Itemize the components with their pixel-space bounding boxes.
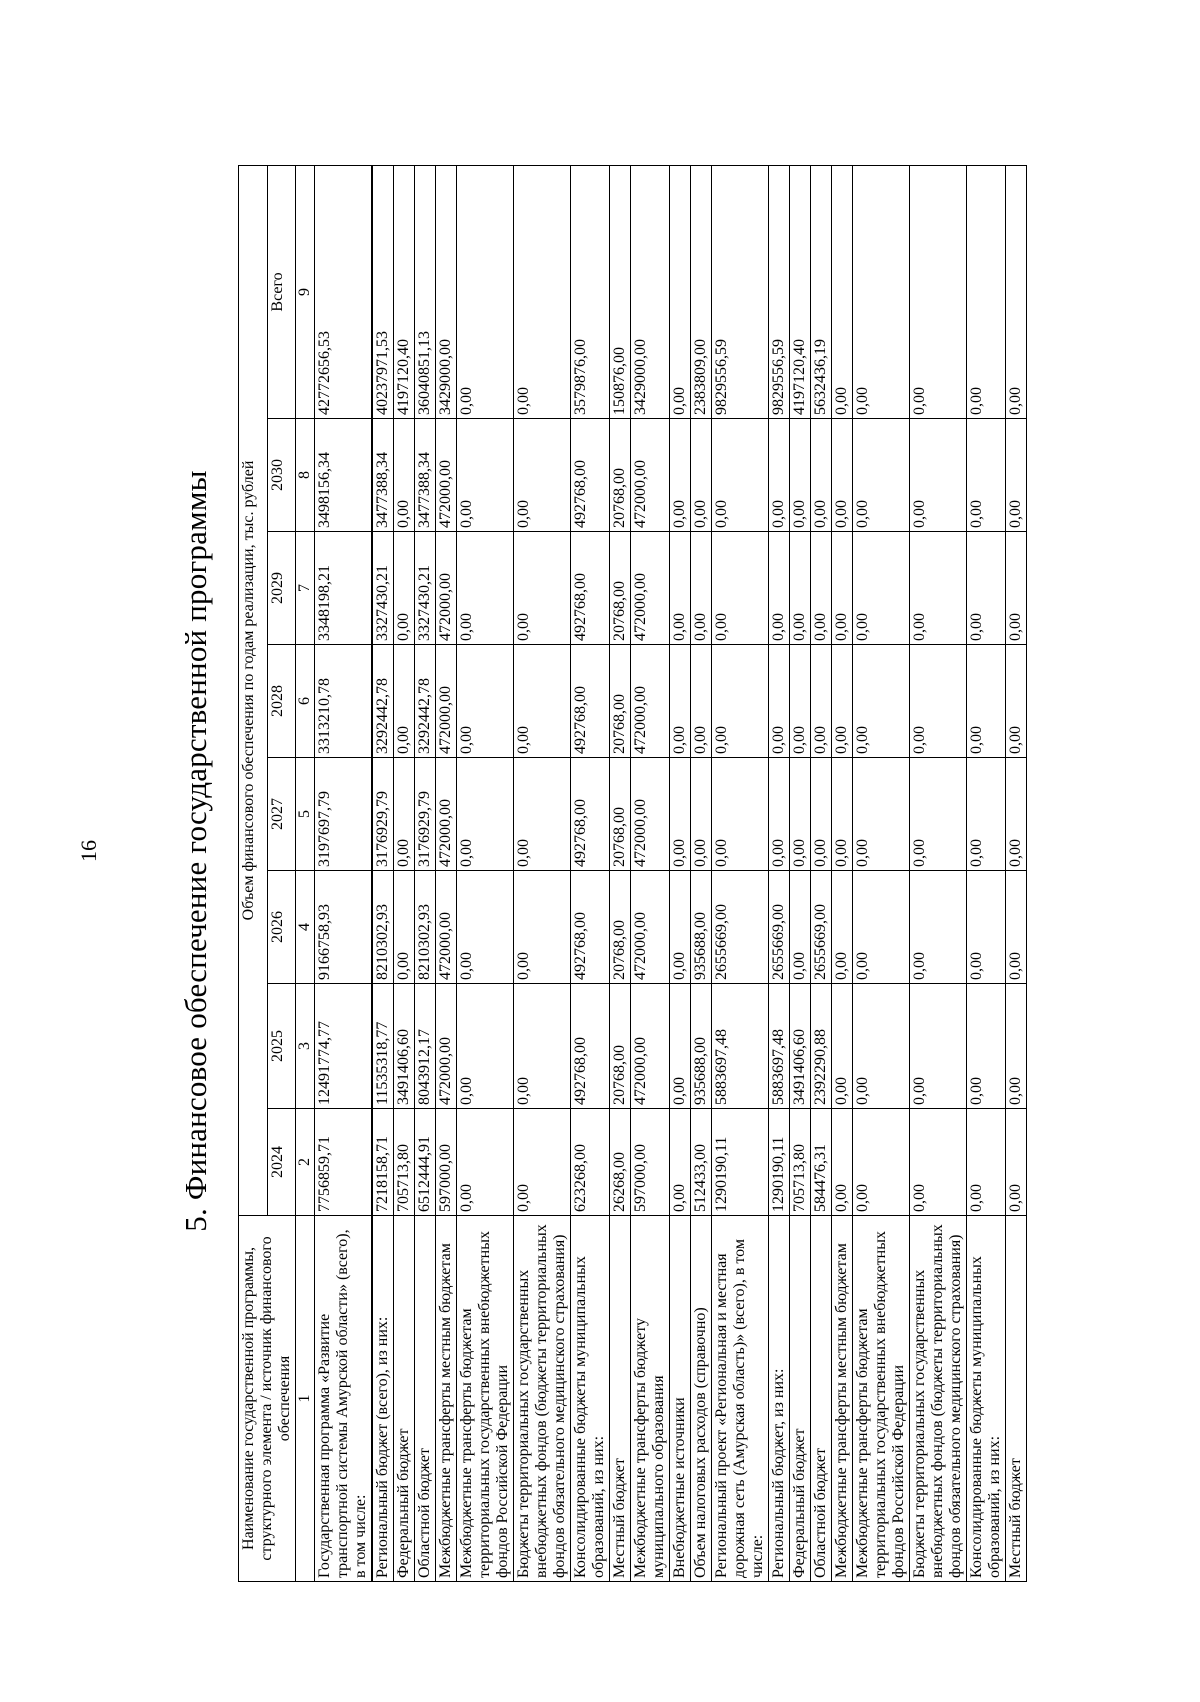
row-value: 12491774,77 (315, 984, 373, 1109)
row-value: 0,00 (1006, 758, 1027, 871)
table-row (967, 165, 1006, 1581)
table-row (610, 165, 631, 1581)
row-value: 0,00 (691, 419, 712, 532)
column-index: 7 (296, 532, 315, 645)
row-name: Бюджеты территориальных государственных внебюджетных фондов (бюджеты территориальных фондов обязательного медицинского страхования) (514, 1216, 571, 1582)
row-value: 0,00 (769, 645, 790, 758)
row-name: Региональный бюджет (всего), из них: (372, 1216, 394, 1582)
row-value: 40237971,53 (372, 165, 394, 418)
row-value: 0,00 (910, 758, 967, 871)
row-value: 1290190,11 (712, 1109, 769, 1216)
table-row (853, 165, 910, 1581)
row-value: 0,00 (457, 984, 514, 1109)
row-value: 0,00 (514, 758, 571, 871)
row-value: 0,00 (967, 419, 1006, 532)
row-value: 705713,80 (394, 1109, 415, 1216)
row-value: 5883697,48 (712, 984, 769, 1109)
row-value: 0,00 (832, 419, 853, 532)
table-row (910, 165, 967, 1581)
row-value: 5883697,48 (769, 984, 790, 1109)
row-value: 0,00 (832, 984, 853, 1109)
header-year: 2026 (267, 871, 296, 984)
row-value: 472000,00 (436, 419, 457, 532)
row-value: 0,00 (790, 645, 811, 758)
row-value: 935688,00 (691, 984, 712, 1109)
row-value: 0,00 (853, 165, 910, 418)
row-value: 472000,00 (631, 419, 670, 532)
row-value: 4197120,40 (394, 165, 415, 418)
table-row (631, 165, 670, 1581)
row-value: 3313210,78 (315, 645, 373, 758)
table-row (790, 165, 811, 1581)
table-row (415, 165, 436, 1581)
row-value: 20768,00 (610, 419, 631, 532)
column-index: 8 (296, 419, 315, 532)
row-value: 26268,00 (610, 1109, 631, 1216)
row-value: 512433,00 (691, 1109, 712, 1216)
row-value: 3327430,21 (415, 532, 436, 645)
row-value: 472000,00 (436, 532, 457, 645)
table-row (691, 165, 712, 1581)
row-value: 9829556,59 (769, 165, 790, 418)
row-value: 0,00 (1006, 645, 1027, 758)
row-value: 0,00 (394, 532, 415, 645)
row-value: 0,00 (811, 532, 832, 645)
row-value: 0,00 (394, 645, 415, 758)
column-index: 6 (296, 645, 315, 758)
row-value: 0,00 (670, 532, 691, 645)
row-name: Межбюджетные трансферты бюджетам территориальных государственных внебюджетных фондов Российской Федерации (853, 1216, 910, 1582)
row-value: 0,00 (832, 1109, 853, 1216)
row-name: Межбюджетные трансферты местным бюджетам (832, 1216, 853, 1582)
row-value: 0,00 (712, 532, 769, 645)
row-value: 0,00 (967, 532, 1006, 645)
row-value: 0,00 (832, 532, 853, 645)
row-name: Межбюджетные трансферты бюджетам территориальных государственных внебюджетных фондов Российской Федерации (457, 1216, 514, 1582)
row-value: 150876,00 (610, 165, 631, 418)
row-value: 9829556,59 (712, 165, 769, 418)
table-row (394, 165, 415, 1581)
row-name: Объем налоговых расходов (справочно) (691, 1216, 712, 1582)
row-value: 492768,00 (571, 871, 610, 984)
row-value: 0,00 (853, 1109, 910, 1216)
row-value: 0,00 (832, 758, 853, 871)
row-value: 0,00 (910, 165, 967, 418)
row-value: 3176929,79 (372, 758, 394, 871)
table-row (670, 165, 691, 1581)
header-year: 2024 (267, 1109, 296, 1216)
row-value: 0,00 (910, 871, 967, 984)
row-value: 3491406,60 (394, 984, 415, 1109)
row-value: 0,00 (457, 645, 514, 758)
row-name: Межбюджетные трансферты местным бюджетам (436, 1216, 457, 1582)
row-value: 9166758,93 (315, 871, 373, 984)
row-value: 597000,00 (631, 1109, 670, 1216)
row-value: 0,00 (811, 419, 832, 532)
row-value: 0,00 (457, 419, 514, 532)
table-row (436, 165, 457, 1581)
row-name: Федеральный бюджет (394, 1216, 415, 1582)
row-value: 3498156,34 (315, 419, 373, 532)
row-value: 8210302,93 (415, 871, 436, 984)
row-value: 492768,00 (571, 758, 610, 871)
table-row (712, 165, 769, 1581)
row-value: 492768,00 (571, 532, 610, 645)
row-value: 492768,00 (571, 645, 610, 758)
row-value: 42772656,53 (315, 165, 373, 418)
row-value: 0,00 (1006, 532, 1027, 645)
row-name: Консолидированные бюджеты муниципальных образований, из них: (967, 1216, 1006, 1582)
table-row (571, 165, 610, 1581)
column-index: 3 (296, 984, 315, 1109)
row-value: 3579876,00 (571, 165, 610, 418)
table-row (315, 165, 373, 1581)
row-value: 8210302,93 (372, 871, 394, 984)
row-value: 0,00 (853, 532, 910, 645)
column-index: 5 (296, 758, 315, 871)
row-value: 0,00 (514, 1109, 571, 1216)
header-year: 2030 (267, 419, 296, 532)
row-value: 472000,00 (631, 758, 670, 871)
row-value: 2383809,00 (691, 165, 712, 418)
row-value: 0,00 (712, 645, 769, 758)
row-value: 6512444,91 (415, 1109, 436, 1216)
row-value: 0,00 (670, 419, 691, 532)
row-value: 0,00 (670, 645, 691, 758)
page-number: 16 (76, 840, 101, 862)
row-value: 0,00 (967, 165, 1006, 418)
table-row (811, 165, 832, 1581)
row-value: 0,00 (769, 419, 790, 532)
row-value: 0,00 (811, 758, 832, 871)
row-value: 0,00 (514, 165, 571, 418)
row-value: 472000,00 (631, 984, 670, 1109)
header-year: 2028 (267, 645, 296, 758)
row-value: 2655669,00 (769, 871, 790, 984)
row-value: 3348198,21 (315, 532, 373, 645)
row-value: 0,00 (394, 419, 415, 532)
row-value: 0,00 (670, 165, 691, 418)
row-value: 0,00 (853, 419, 910, 532)
row-value: 0,00 (853, 758, 910, 871)
row-value: 2655669,00 (712, 871, 769, 984)
row-value: 705713,80 (790, 1109, 811, 1216)
row-value: 0,00 (394, 871, 415, 984)
row-value: 3327430,21 (372, 532, 394, 645)
table-row (769, 165, 790, 1581)
row-value: 472000,00 (631, 871, 670, 984)
row-value: 472000,00 (436, 645, 457, 758)
row-value: 0,00 (1006, 871, 1027, 984)
row-name: Региональный проект «Региональная и местная дорожная сеть (Амурская область)» (всего), в том числе: (712, 1216, 769, 1582)
row-value: 0,00 (670, 758, 691, 871)
row-value: 3292442,78 (372, 645, 394, 758)
row-value: 5632436,19 (811, 165, 832, 418)
column-index-row (296, 165, 315, 1581)
row-value: 0,00 (967, 645, 1006, 758)
row-value: 7218158,71 (372, 1109, 394, 1216)
row-value: 0,00 (457, 1109, 514, 1216)
column-index: 4 (296, 871, 315, 984)
row-value: 0,00 (910, 1109, 967, 1216)
header-year: 2025 (267, 984, 296, 1109)
row-value: 492768,00 (571, 419, 610, 532)
header-name: Наименование государственной программы, структурного элемента / источник финансового обеспечения (239, 1216, 296, 1582)
row-value: 8043912,17 (415, 984, 436, 1109)
row-value: 0,00 (853, 645, 910, 758)
row-value: 0,00 (691, 758, 712, 871)
row-value: 0,00 (457, 871, 514, 984)
row-value: 2392290,88 (811, 984, 832, 1109)
header-year: 2029 (267, 532, 296, 645)
row-value: 0,00 (967, 1109, 1006, 1216)
row-value: 11535318,77 (372, 984, 394, 1109)
row-value: 0,00 (811, 645, 832, 758)
header-year: 2027 (267, 758, 296, 871)
row-value: 0,00 (670, 871, 691, 984)
row-value: 0,00 (514, 871, 571, 984)
row-value: 935688,00 (691, 871, 712, 984)
row-value: 472000,00 (436, 758, 457, 871)
row-value: 4197120,40 (790, 165, 811, 418)
row-value: 0,00 (910, 984, 967, 1109)
row-value: 3429000,00 (631, 165, 670, 418)
row-value: 0,00 (790, 419, 811, 532)
row-value: 0,00 (790, 532, 811, 645)
row-value: 0,00 (670, 984, 691, 1109)
row-value: 0,00 (910, 419, 967, 532)
row-value: 0,00 (514, 532, 571, 645)
row-value: 0,00 (832, 165, 853, 418)
row-value: 597000,00 (436, 1109, 457, 1216)
column-index: 2 (296, 1109, 315, 1216)
row-value: 0,00 (457, 532, 514, 645)
row-value: 0,00 (514, 419, 571, 532)
row-value: 3197697,79 (315, 758, 373, 871)
row-name: Бюджеты территориальных государственных внебюджетных фондов (бюджеты территориальных фондов обязательного медицинского страхования) (910, 1216, 967, 1582)
section-title: 5. Финансовое обеспечение государственной программы (178, 470, 213, 1232)
row-value: 0,00 (967, 758, 1006, 871)
row-name: Местный бюджет (1006, 1216, 1027, 1582)
row-value: 0,00 (670, 1109, 691, 1216)
row-name: Внебюджетные источники (670, 1216, 691, 1582)
row-value: 3491406,60 (790, 984, 811, 1109)
row-value: 0,00 (769, 758, 790, 871)
row-value: 3176929,79 (415, 758, 436, 871)
row-value: 0,00 (1006, 984, 1027, 1109)
column-index: 1 (296, 1216, 315, 1582)
row-value: 0,00 (1006, 1109, 1027, 1216)
row-value: 0,00 (832, 871, 853, 984)
row-value: 0,00 (1006, 165, 1027, 418)
table-row (1006, 165, 1027, 1581)
row-value: 3477388,34 (372, 419, 394, 532)
table-body (315, 165, 1027, 1581)
row-value: 20768,00 (610, 758, 631, 871)
row-name: Федеральный бюджет (790, 1216, 811, 1582)
table-row (457, 165, 514, 1581)
table-row (514, 165, 571, 1581)
row-value: 0,00 (457, 758, 514, 871)
row-value: 472000,00 (436, 984, 457, 1109)
row-value: 0,00 (790, 871, 811, 984)
row-name: Региональный бюджет, из них: (769, 1216, 790, 1582)
row-value: 0,00 (967, 871, 1006, 984)
header-row-1 (239, 165, 268, 1581)
row-value: 0,00 (769, 532, 790, 645)
header-volume: Объем финансового обеспечения по годам реализации, тыс. рублей (239, 165, 268, 1215)
row-value: 0,00 (394, 758, 415, 871)
row-value: 2655669,00 (811, 871, 832, 984)
row-value: 36040851,13 (415, 165, 436, 418)
row-value: 3292442,78 (415, 645, 436, 758)
row-value: 3477388,34 (415, 419, 436, 532)
row-value: 20768,00 (610, 871, 631, 984)
row-value: 0,00 (910, 532, 967, 645)
row-value: 0,00 (967, 984, 1006, 1109)
table-row (372, 165, 394, 1581)
row-value: 0,00 (832, 645, 853, 758)
row-value: 7756859,71 (315, 1109, 373, 1216)
row-value: 0,00 (790, 758, 811, 871)
row-name: Областной бюджет (811, 1216, 832, 1582)
row-value: 0,00 (712, 419, 769, 532)
row-value: 0,00 (514, 984, 571, 1109)
row-value: 1290190,11 (769, 1109, 790, 1216)
row-value: 0,00 (1006, 419, 1027, 532)
financing-table (238, 165, 1027, 1582)
row-value: 0,00 (712, 758, 769, 871)
row-name: Областной бюджет (415, 1216, 436, 1582)
table-row (832, 165, 853, 1581)
row-value: 623268,00 (571, 1109, 610, 1216)
row-value: 3429000,00 (436, 165, 457, 418)
row-value: 472000,00 (631, 532, 670, 645)
column-index: 9 (296, 165, 315, 418)
row-name: Государственная программа «Развитие транспортной системы Амурской области» (всего), в том числе: (315, 1216, 373, 1582)
row-value: 0,00 (457, 165, 514, 418)
row-name: Местный бюджет (610, 1216, 631, 1582)
row-value: 20768,00 (610, 645, 631, 758)
row-value: 0,00 (691, 532, 712, 645)
row-name: Межбюджетные трансферты бюджету муниципального образования (631, 1216, 670, 1582)
row-value: 472000,00 (436, 871, 457, 984)
row-value: 0,00 (910, 645, 967, 758)
row-value: 0,00 (853, 984, 910, 1109)
row-value: 20768,00 (610, 532, 631, 645)
header-year: Всего (267, 165, 296, 418)
row-value: 20768,00 (610, 984, 631, 1109)
row-value: 472000,00 (631, 645, 670, 758)
row-value: 492768,00 (571, 984, 610, 1109)
row-name: Консолидированные бюджеты муниципальных образований, из них: (571, 1216, 610, 1582)
row-value: 0,00 (514, 645, 571, 758)
row-value: 584476,31 (811, 1109, 832, 1216)
row-value: 0,00 (853, 871, 910, 984)
row-value: 0,00 (691, 645, 712, 758)
